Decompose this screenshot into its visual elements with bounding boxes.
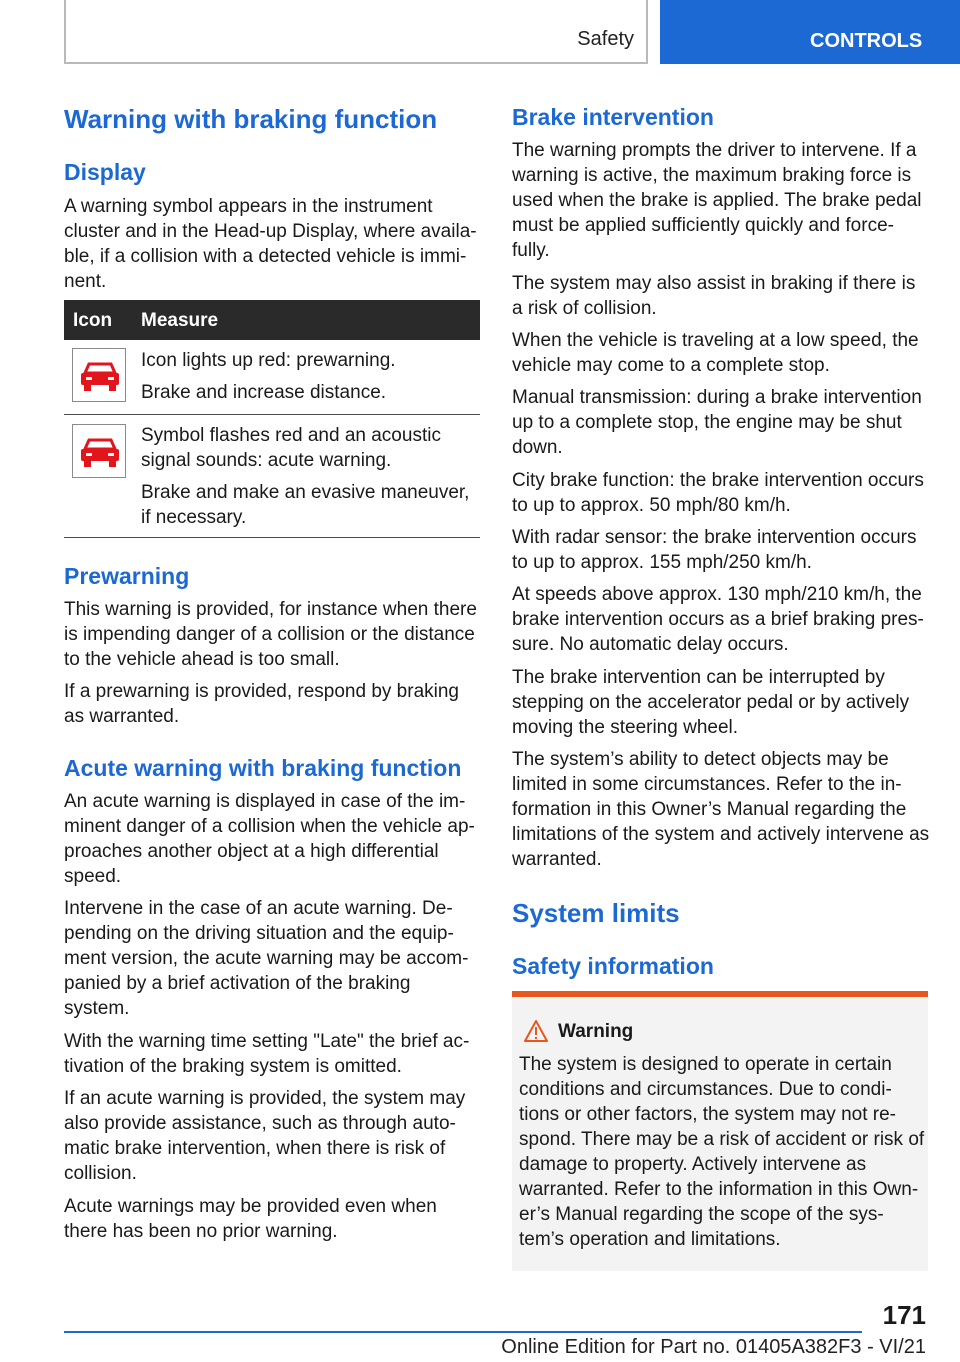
brake-paragraph-4: Manual transmission: during a brake intervention up to a complete stop, the engine may be shut down.	[512, 387, 922, 458]
row2-line2: Brake and make an evasive maneuver, if necessary.	[141, 482, 470, 528]
acute-paragraph-2: Intervene in the case of an acute warning. De-pending on the driving situation and the equip-ment version, the acute warning may be accom-panied by a brief activation of the braking system.	[64, 898, 469, 1019]
header-frame	[64, 0, 648, 64]
brake-heading: Brake intervention	[512, 104, 714, 130]
car-warning-icon	[72, 424, 126, 478]
footer-edition: Online Edition for Part no. 01405A382F3 - VI/21	[501, 1336, 926, 1358]
acute-paragraph-4: If an acute warning is provided, the system may also provide assistance, such as through auto-matic brake intervention, when there is risk of collision.	[64, 1088, 466, 1184]
main-heading: Warning with braking function	[64, 104, 438, 134]
table-row-1-measure	[141, 348, 477, 405]
brake-paragraph-2: The system may also assist in braking if there is a risk of collision.	[512, 273, 916, 319]
row1-line2: Brake and increase distance.	[141, 382, 387, 403]
acute-paragraph-5: Acute warnings may be provided even when there has been no prior warning.	[64, 1196, 437, 1242]
display-paragraph: A warning symbol appears in the instrument cluster and in the Head-up Display, where availa-ble, if a collision with a detected vehicle is immi-nent.	[64, 196, 477, 292]
chapter-tab[interactable]: CONTROLS	[660, 0, 960, 64]
brake-paragraph-5: City brake function: the brake intervention occurs to up to approx. 50 mph/80 km/h.	[512, 470, 924, 516]
brake-paragraph-7: At speeds above approx. 130 mph/210 km/h, the brake intervention occurs as a brief braking pres-sure. No automatic delay occurs.	[512, 584, 924, 655]
display-heading: Display	[64, 159, 146, 185]
brake-paragraph-3: When the vehicle is traveling at a low speed, the vehicle may come to a complete stop.	[512, 330, 919, 376]
table-header-icon: Icon	[73, 310, 113, 331]
brake-paragraph-6: With radar sensor: the brake intervention occurs to up to approx. 155 mph/250 km/h.	[512, 527, 917, 573]
table-header-measure: Measure	[141, 310, 219, 331]
brake-paragraph-1: The warning prompts the driver to intervene. If a warning is active, the maximum braking force is used when the brake is applied. The brake pedal must be applied sufficiently quickly and force-fully.	[512, 140, 922, 261]
page-number: 171	[882, 1300, 926, 1330]
acute-heading: Acute warning with braking function	[64, 755, 462, 781]
row-divider	[64, 414, 480, 415]
table-row-2-measure	[141, 423, 477, 530]
prewarning-heading: Prewarning	[64, 563, 190, 589]
car-warning-icon	[72, 348, 126, 402]
brake-paragraph-9: The system’s ability to detect objects may be limited in some circumstances. Refer to the in-formation in this Owner’s Manual regarding the limitations of the system and actively intervene as warranted.	[512, 749, 930, 870]
brake-paragraph-8: The brake intervention can be interrupted by stepping on the accelerator pedal or by actively moving the steering wheel.	[512, 667, 910, 738]
row1-line1: Icon lights up red: prewarning.	[141, 350, 396, 371]
warning-text: The system is designed to operate in certain conditions and circumstances. Due to condi-tions or other factors, the system may not re-spond. There may be a risk of accident or risk of damage to property. Actively intervene as warranted. Refer to the information in this Own-er’s Manual regarding the scope of the sys-tem’s operation and limitations.	[519, 1054, 925, 1250]
section-label: Safety	[577, 28, 634, 50]
prewarning-paragraph-2: If a prewarning is provided, respond by braking as warranted.	[64, 681, 460, 727]
row-divider	[64, 537, 480, 538]
warning-triangle-icon	[523, 1019, 549, 1048]
warning-title: Warning	[558, 1021, 634, 1042]
row2-line1: Symbol flashes red and an acoustic signal sounds: acute warning.	[141, 425, 441, 471]
table-header	[64, 300, 480, 340]
acute-paragraph-1: An acute warning is displayed in case of the im-minent danger of a collision when the vehicle ap-proaches another object at a high differential speed.	[64, 791, 475, 887]
system-limits-heading: System limits	[512, 898, 680, 928]
prewarning-paragraph-1: This warning is provided, for instance when there is impending danger of a collision or the distance to the vehicle ahead is too small.	[64, 599, 477, 670]
footer-rule	[64, 1331, 862, 1333]
safety-info-heading: Safety information	[512, 953, 714, 979]
acute-paragraph-3: With the warning time setting "Late" the brief ac-tivation of the braking system is omitted.	[64, 1031, 470, 1077]
